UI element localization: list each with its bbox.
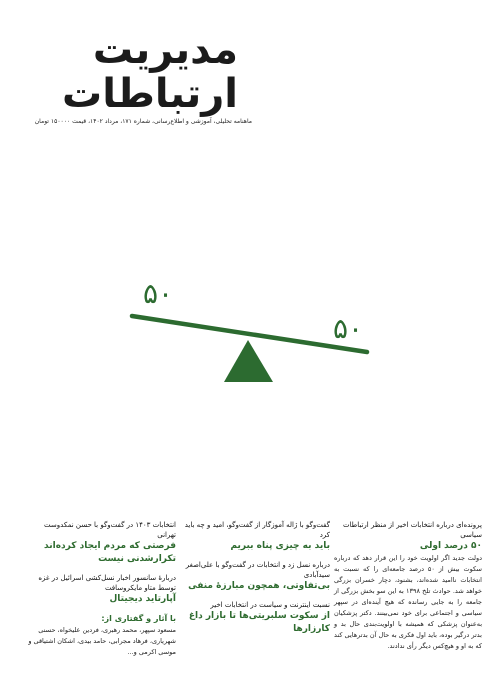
credits-list: مسعود سپهر، محمد رهبری، فردین علیخواه، حسنی شهریاری، فرهاد مجرابی، حامد بیدی، اشکان اشتیاقی و موسی اکرمی و... — [28, 626, 176, 656]
column-middle — [182, 520, 330, 643]
credits-block — [28, 613, 176, 658]
story-kicker: درباره نسل زد و انتخابات در گفت‌وگو با علی‌اصغر سیدآبادی — [185, 561, 330, 579]
story-kicker: دربارۀ سانسور اخبار نسل‌کشی اسرائیل در غزه توسط متاو مایکروسافت — [38, 574, 176, 592]
seesaw-fulcrum — [224, 340, 273, 382]
story-item — [182, 560, 330, 593]
teaser-columns — [20, 520, 482, 695]
feature-kicker: پرونده‌ای درباره انتخابات اخیر از منظر ارتباطات سیاسی — [342, 521, 482, 539]
story-item — [182, 520, 330, 553]
story-kicker: انتخابات ۱۴۰۳ در گفت‌وگو با حسن نمکدوست تهرانی — [44, 521, 176, 539]
story-headline: باید به چیزی پناه ببریم — [230, 541, 330, 551]
story-headline: بی‌تفاوتی، همچون مبارزۀ منفی — [188, 581, 330, 591]
masthead-title-line1: مدیریت — [92, 27, 238, 73]
credits-heading: با آثار و گفتاری از: — [101, 614, 176, 623]
story-item — [28, 573, 176, 606]
feature-headline: ۵۰ درصد اولی — [419, 541, 482, 551]
story-item — [28, 520, 176, 566]
story-headline: فرصتی که مردم ایجاد کرده‌اند تکرارشدنی نیست — [44, 541, 176, 564]
story-headline: آپارتاید دیجیتال — [109, 594, 176, 604]
story-kicker: نسبت اینترنت و سیاست در انتخابات اخیر — [210, 601, 330, 609]
right-number: ۵۰ — [332, 312, 364, 345]
masthead-subline: ماهنامه تحلیلی، آموزشی و اطلاع‌رسانی، شماره ۱۷۱، مرداد ۱۴۰۲، قیمت ۱۵۰۰۰۰ تومان — [34, 118, 252, 125]
feature-body: دولت جدید اگر اولویت خود را این قرار دهد که درباره سکوت بیش از ۵۰ درصد جامعه‌ای را که نسبت به انتخابات ناامید شده‌اند، بشنود، دچار خسران بزرگی خواهد شد. حوادث تلخ ۱۳۹۸ به این سو بخش بزرگی از جامعه را به جایی رسانده که هیچ آینده‌ای در سپهر سیاسی و اجتماعی برای خود نمی‌بینند. دکتر پزشکیان به‌عنوان پزشکی که همیشه با اولویت‌بندی حال بد و بدتر درگیر بوده، باید اول فکری به حال آن بدترهایی کند که به او و هیچ‌کس دیگر رأی ندادند. — [334, 554, 482, 650]
column-right — [334, 520, 482, 652]
left-number: ۵۰ — [142, 277, 174, 310]
story-item — [182, 600, 330, 636]
column-left — [28, 520, 176, 665]
story-headline: از سکوت سلبریتی‌ها تا بازار داغ کارزارها — [188, 611, 330, 634]
masthead-title-line2: ارتباطات — [62, 71, 238, 117]
story-kicker: گفت‌وگو با ژاله آموزگار از گفت‌وگو، امید و چه باید کرد — [184, 521, 330, 539]
